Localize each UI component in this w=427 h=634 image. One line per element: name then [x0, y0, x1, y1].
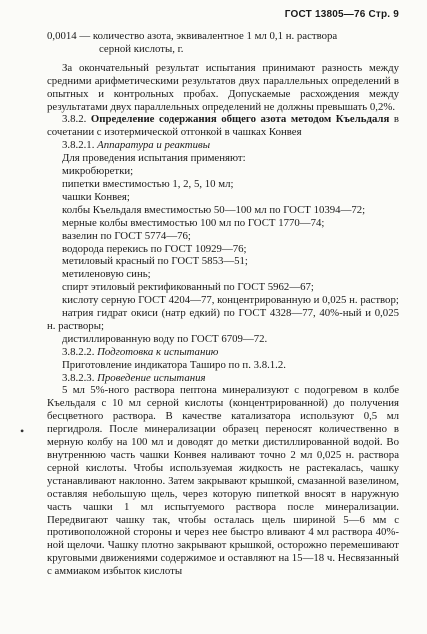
paragraph-final-result: За окончательный результат испытания принимают разность между средними арифметическими результатов двух параллельных определений в опытных и контрольных пробах. Допускаемые расхождения между результатами двух параллельных определений не должны превышать 0,2%. [47, 61, 399, 113]
section-number: 3.8.2. [62, 113, 87, 126]
list-item: колбы Къельдаля вместимостью 50—100 мл по ГОСТ 10394—72; [62, 203, 366, 216]
list-item: вазелин по ГОСТ 5774—76; [62, 229, 191, 242]
running-head: ГОСТ 13805—76 Стр. 9 [284, 9, 399, 20]
formula-variable-definition: 0,0014 — количество азота, эквивалентное 1 мл 0,1 н. раствора [47, 30, 338, 42]
section-3-8-2-2-heading [47, 346, 399, 359]
list-item: чашки Конвея; [62, 190, 130, 203]
formula-variable-definition-cont: серной кислоты, г. [99, 42, 184, 55]
section-number: 3.8.2.3. [62, 371, 95, 384]
paragraph-preparation: Приготовление индикатора Таширо по п. 3.8.1.2. [62, 358, 286, 371]
section-title: Подготовка к испытанию [97, 345, 219, 358]
section-3-8-2-1-heading [47, 139, 399, 152]
section-3-8-2-heading [47, 113, 399, 139]
section-number: 3.8.2.1. [62, 139, 95, 152]
section-3-8-2-3-heading [47, 372, 399, 385]
list-item: водорода перекись по ГОСТ 10929—76; [62, 242, 247, 255]
margin-bullet-mark: • [20, 424, 25, 438]
section-title: Определение содержания общего азота методом Къельдаля [90, 113, 390, 126]
list-item: пипетки вместимостью 1, 2, 5, 10 мл; [62, 177, 234, 190]
list-item: метиловый красный по ГОСТ 5853—51; [62, 255, 248, 268]
section-number: 3.8.2.2. [62, 345, 95, 358]
section-title: Проведение испытания [97, 371, 206, 384]
list-intro: Для проведения испытания применяют: [62, 152, 246, 165]
paragraph-procedure: 5 мл 5%-ного раствора пептона минерализуют с подогревом в колбе Къельдаля с 10 мл серной кислоты (концентрированной) до получения бесцветного раствора. В качестве катализатора используют 0,5 мл пергидроля. После минерализации образец переносят количественно в мерную колбу на 100 мл и доводят до метки дистиллированной водой. Во внутреннюю часть чашки Конвея наливают точно 2 мл 0,025 н. раствора серной кислоты. Чтобы используемая жидкость не растекалась, чашку устанавливают наклонно. Затем закрывают крышкой, смазанной вазелином, оставляя небольшую щель, через которую пипеткой вносят в наружную часть чашки 1 мл испытуемого раствора после минерализации. Передвигают чашку так, чтобы осталась щель шириной 5—6 мм с противоположной стороны и через нее быстро вливают 4 мл раствора 40%-ной щелочи. Чашку плотно закрывают крышкой, осторожно перемешивают круговыми движениями содержимое и оставляют на 15—18 ч. Несвязанный с аммиаком избыток кислоты [47, 384, 399, 578]
list-item: спирт этиловый ректификованный по ГОСТ 5962—67; [62, 281, 314, 294]
list-item: дистиллированную воду по ГОСТ 6709—72. [62, 332, 268, 345]
list-item: мерные колбы вместимостью 100 мл по ГОСТ 1770—74; [62, 216, 325, 229]
section-title: Аппаратура и реактивы [97, 139, 211, 152]
section-title-cont: в сочетании с изотермической отгонкой в чашках Конвея [47, 113, 400, 139]
list-item: метиленовую синь; [62, 268, 151, 281]
list-item: натрия гидрат окиси (натр едкий) по ГОСТ 4328—77, 40%-ный и 0,025 н. растворы; [47, 307, 399, 332]
list-item: кислоту серную ГОСТ 4204—77, концентрированную и 0,025 н. раствор; [62, 294, 399, 307]
list-item: микробюретки; [62, 165, 134, 178]
body-text [47, 30, 399, 578]
